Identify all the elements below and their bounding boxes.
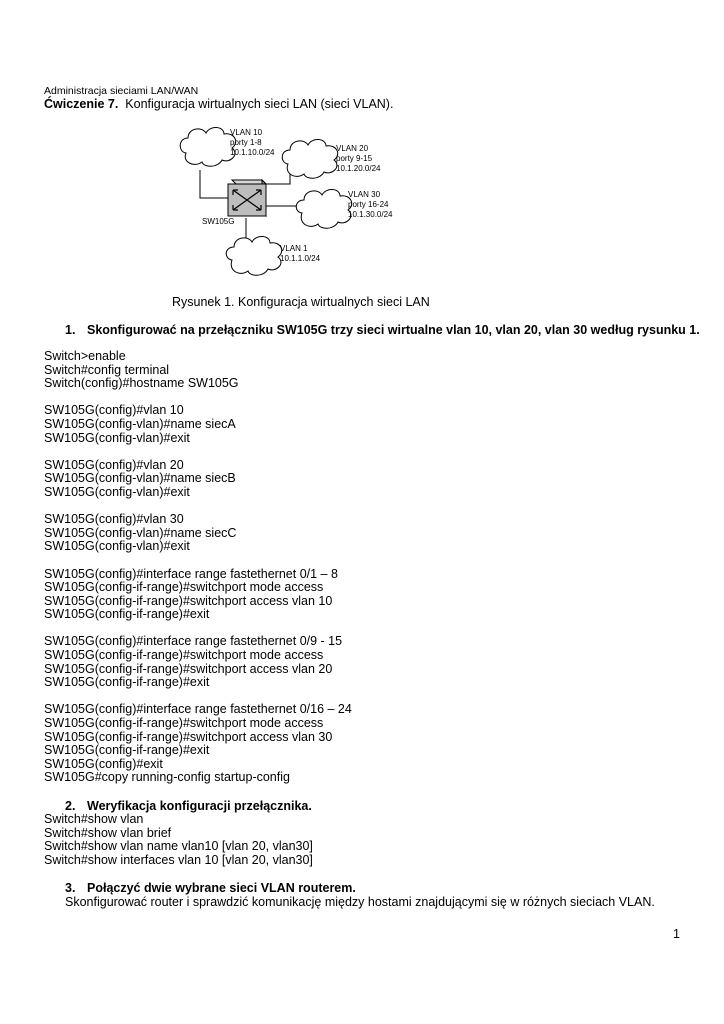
exercise-title [44,97,393,112]
section-1-heading [65,323,700,338]
vlan10-subnet: 10.1.10.0/24 [230,148,275,157]
vlan-diagram-svg [170,120,430,280]
code-line: SW105G(config)#interface range fastethernet 0/1 – 8 [44,566,338,581]
vlan1-subnet: 10.1.1.0/24 [280,254,321,263]
vlan-diagram [170,120,430,285]
vlan20-ports: porty 9-15 [336,154,373,163]
line-vlan20 [265,168,290,184]
code-line: Switch#show interfaces vlan 10 [vlan 20, vlan30] [44,852,313,867]
code-line [44,622,352,636]
config-commands [44,350,352,785]
section-2-title: Weryfikacja konfiguracji przełącznika. [87,799,312,813]
vlan20-label: VLAN 20 [336,144,369,153]
code-line: SW105G(config-if-range)#switchport mode access [44,580,324,595]
code-line: SW105G(config)#interface range fastethernet 0/16 – 24 [44,702,352,717]
code-line: SW105G(config)#vlan 10 [44,403,184,418]
code-line: Switch(config)#hostname SW105G [44,376,239,391]
section-3-text: Skonfigurować router i sprawdzić komunikację między hostami znajdującymi się w różnych sieciach VLAN. [65,895,655,909]
verification-commands [44,813,313,867]
exercise-number: Ćwiczenie 7. [44,97,119,111]
code-line [44,445,352,459]
code-line: SW105G(config)#interface range fastethernet 0/9 - 15 [44,634,343,649]
code-line: Switch>enable [44,349,126,363]
vlan10-ports: porty 1-8 [230,138,262,147]
code-line [44,554,352,568]
code-line [44,500,352,514]
code-line: SW105G(config-vlan)#name siecA [44,416,236,431]
exercise-title-text: Konfiguracja wirtualnych sieci LAN (sieci VLAN). [118,97,394,111]
vlan10-label: VLAN 10 [230,128,263,137]
switch-icon [228,180,266,216]
code-line: SW105G(config-vlan)#exit [44,430,190,445]
code-line: SW105G(config-vlan)#name siecC [44,525,237,540]
line-vlan10 [200,170,228,198]
code-line: SW105G(config-if-range)#exit [44,743,210,758]
page-number: 1 [673,927,680,941]
code-line: SW105G(config-if-range)#switchport access vlan 30 [44,729,333,744]
code-line: SW105G(config-if-range)#exit [44,675,210,690]
code-line: SW105G#copy running-config startup-config [44,770,290,785]
cloud-vlan1 [226,236,281,275]
figure-caption: Rysunek 1. Konfiguracja wirtualnych sieci LAN [172,295,430,309]
code-line: Switch#config terminal [44,362,170,377]
section-1-number: 1. [65,323,76,337]
vlan30-subnet: 10.1.30.0/24 [348,210,393,219]
document-header: Administracja sieciami LAN/WAN [44,85,199,97]
section-3-title: Połączyć dwie wybrane sieci VLAN routerem. [87,881,356,895]
vlan30-ports: porty 16-24 [348,200,389,209]
code-line: SW105G(config-if-range)#switchport mode access [44,716,324,731]
vlan30-label: VLAN 30 [348,190,381,199]
section-3-number: 3. [65,881,76,895]
code-line: SW105G(config)#exit [44,756,163,771]
code-line: SW105G(config)#vlan 30 [44,512,184,527]
vlan1-label: VLAN 1 [280,244,308,253]
code-line: SW105G(config-if-range)#switchport access vlan 20 [44,661,333,676]
cloud-vlan10 [180,127,235,166]
code-line: SW105G(config-if-range)#switchport mode access [44,648,324,663]
switch-label: SW105G [202,217,235,226]
cloud-vlan20 [282,139,337,178]
code-line: SW105G(config-if-range)#switchport access vlan 10 [44,593,333,608]
vlan20-subnet: 10.1.20.0/24 [336,164,381,173]
code-line: Switch#show vlan [44,812,144,826]
section-2-number: 2. [65,799,76,813]
code-line [44,690,352,704]
code-line: SW105G(config-vlan)#exit [44,539,190,554]
code-line [44,391,352,405]
code-line: SW105G(config-vlan)#exit [44,484,190,499]
section-3-heading [65,881,356,896]
code-line: SW105G(config-vlan)#name siecB [44,471,236,486]
code-line: SW105G(config)#vlan 20 [44,457,184,472]
code-line: Switch#show vlan name vlan10 [vlan 20, vlan30] [44,839,313,854]
code-line: Switch#show vlan brief [44,825,172,840]
code-line: SW105G(config-if-range)#exit [44,607,210,622]
cloud-vlan30 [296,189,351,228]
section-1-title: Skonfigurować na przełączniku SW105G trzy sieci wirtualne vlan 10, vlan 20, vlan 30 według rysunku 1. [87,323,700,337]
